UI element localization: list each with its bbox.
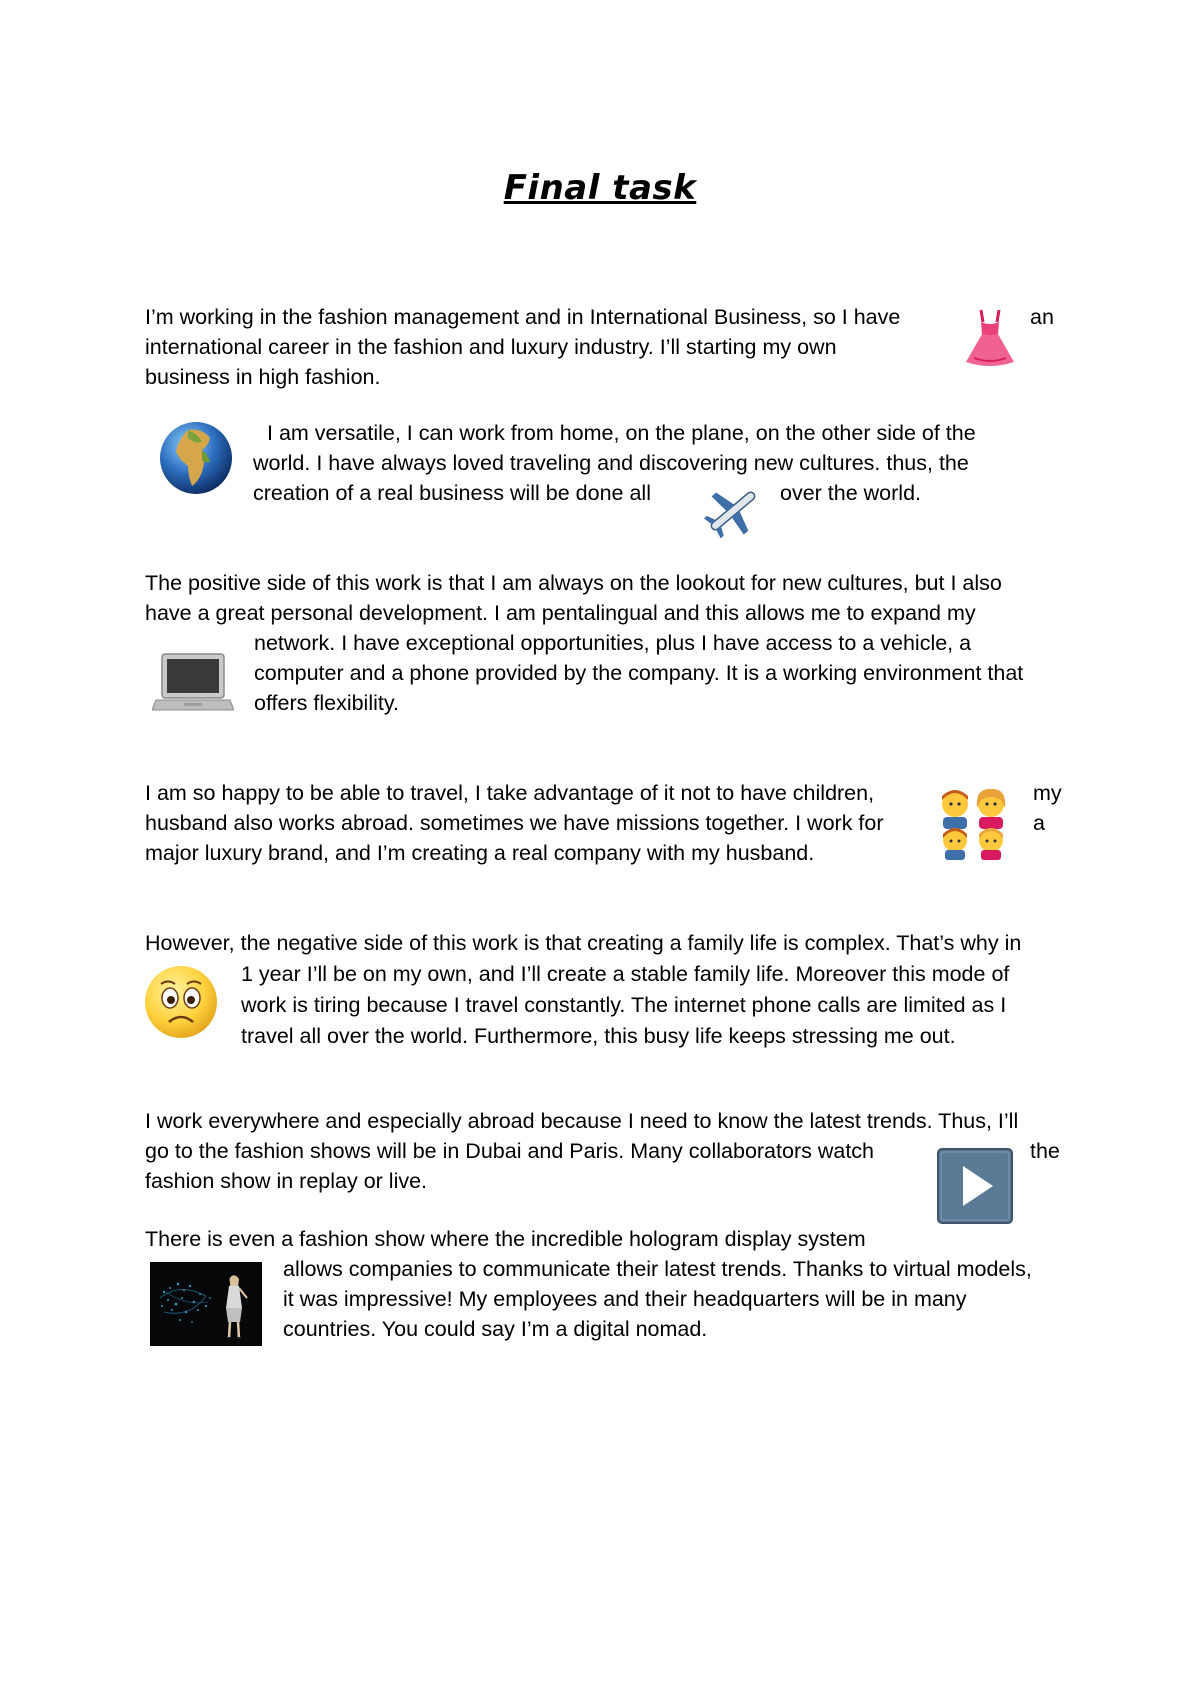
paragraph-line: I work everywhere and especially abroad because I need to know the latest trends. Thus, I’ll [145, 1109, 1019, 1133]
play-button-icon [937, 1148, 1013, 1224]
paragraph-line: I am versatile, I can work from home, on the plane, on the other side of the [267, 421, 976, 445]
paragraph-line: world. I have always loved traveling and discovering new cultures. thus, the [253, 451, 969, 475]
paragraph-line: fashion show in replay or live. [145, 1169, 428, 1193]
paragraph-line: offers flexibility. [254, 691, 399, 715]
paragraph-line: work is tiring because I travel constantly. The internet phone calls are limited as I [241, 993, 1007, 1017]
paragraph-4-tail-2: a [1033, 811, 1045, 835]
paragraph-1-tail: an [1030, 305, 1054, 329]
paragraph-line: travel all over the world. Furthermore, this busy life keeps stressing me out. [241, 1024, 956, 1048]
hologram-image [150, 1262, 262, 1346]
paragraph-line: I am so happy to be able to travel, I take advantage of it not to have children, [145, 781, 875, 805]
paragraph-line: The positive side of this work is that I am always on the lookout for new cultures, but I also [145, 571, 1002, 595]
laptop-icon [152, 650, 234, 714]
paragraph-line: it was impressive! My employees and their headquarters will be in many [283, 1287, 967, 1311]
paragraph-line: However, the negative side of this work is that creating a family life is complex. That’s why in [145, 931, 1022, 955]
paragraph-7 [145, 1224, 1065, 1344]
paragraph-5 [145, 928, 1065, 1052]
family-icon [933, 786, 1015, 860]
paragraph-line: business in high fashion. [145, 365, 381, 389]
paragraph-line: network. I have exceptional opportunities, plus I have access to a vehicle, a [254, 631, 972, 655]
paragraph-line: major luxury brand, and I’m creating a real company with my husband. [145, 841, 815, 865]
paragraph-line: have a great personal development. I am pentalingual and this allows me to expand my [145, 601, 976, 625]
paragraph-2 [253, 418, 1065, 508]
paragraph-line: countries. You could say I’m a digital nomad. [283, 1317, 708, 1341]
paragraph-line: international career in the fashion and luxury industry. I’ll starting my own [145, 335, 837, 359]
paragraph-line: 1 year I’ll be on my own, and I’ll create a stable family life. Moreover this mode of [241, 962, 1010, 986]
paragraph-6-tail: the [1030, 1139, 1060, 1163]
dress-icon [962, 306, 1018, 368]
paragraph-4 [145, 778, 915, 868]
paragraph-line: husband also works abroad. sometimes we have missions together. I work for [145, 811, 884, 835]
paragraph-line: go to the fashion shows will be in Dubai and Paris. Many collaborators watch [145, 1139, 874, 1163]
worried-face-icon [143, 964, 219, 1040]
paragraph-2-tail: over the world. [780, 481, 922, 505]
paragraph-1 [145, 302, 945, 392]
paragraph-line: allows companies to communicate their latest trends. Thanks to virtual models, [283, 1257, 1032, 1281]
paragraph-line: There is even a fashion show where the incredible hologram display system [145, 1227, 866, 1251]
document-title: Final task [503, 168, 697, 208]
airplane-icon [702, 480, 764, 542]
paragraph-6 [145, 1106, 1019, 1196]
paragraph-line: computer and a phone provided by the company. It is a working environment that [254, 661, 1024, 685]
globe-icon [158, 420, 234, 496]
paragraph-line: I’m working in the fashion management and in International Business, so I have [145, 305, 901, 329]
paragraph-4-tail-1: my [1033, 781, 1062, 805]
paragraph-line: creation of a real business will be done all [253, 481, 651, 505]
paragraph-3 [145, 568, 1065, 718]
